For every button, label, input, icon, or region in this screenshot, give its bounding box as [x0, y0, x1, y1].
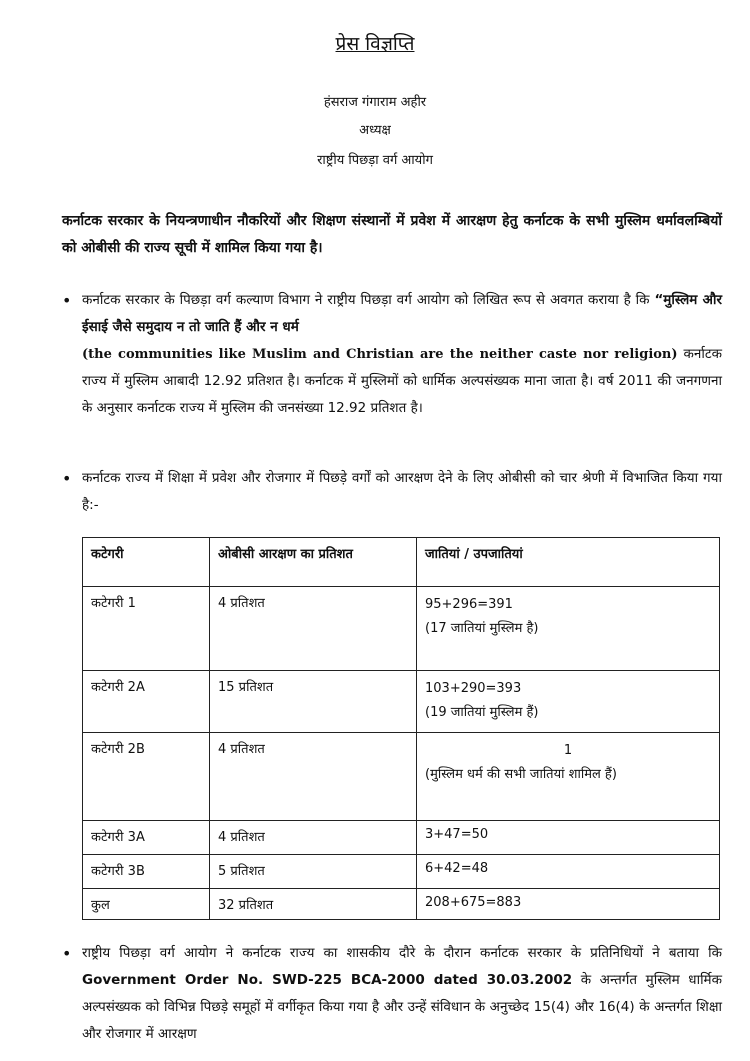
bullet-paragraph-1 — [62, 287, 722, 422]
table-cell-castes — [417, 671, 720, 733]
bullet-3-part1: राष्ट्रीय पिछड़ा वर्ग आयोग ने कर्नाटक राज्य का शासकीय दौरे के दौरान कर्नाटक सरकार के प्रतिनिधियों ने बताया कि — [82, 945, 722, 961]
table-cell-category: कटेगरी 2B — [83, 733, 210, 821]
bullet-1-part2: कर्नाटक राज्य में मुस्लिम आबादी 12.92 प्रतिशत है। कर्नाटक में मुस्लिमों को धार्मिक अल्पसंख्यक माना जाता है। वर्ष 2011 की जनगणना के अनुसार कर्नाटक राज्य में मुस्लिम की जनसंख्या 12.92 प्रतिशत है। — [82, 346, 722, 416]
table-row-total — [83, 889, 720, 920]
bullet-3-part2: के अन्तर्गत मुस्लिम धार्मिक अल्पसंख्यक को विभिन्न पिछड़े समूहों में वर्गीकृत किया गया है और उन्हें संविधान के अनुच्छेद 15(4) और 16(4) के अन्तर्गत शिक्षा और रोजगार में आरक्षण — [82, 972, 723, 1042]
castes-count: 103+290=393 — [425, 681, 522, 696]
bullet-icon: • — [62, 944, 72, 963]
table-cell-percent: 32 प्रतिशत — [210, 889, 417, 920]
castes-note: (17 जातियां मुस्लिम है) — [425, 621, 539, 636]
table-cell-castes — [417, 733, 720, 821]
table-row — [83, 671, 720, 733]
table-cell-category: कटेगरी 1 — [83, 587, 210, 671]
government-order-reference: Government Order No. SWD-225 BCA-2000 dated 30.03.2002 — [82, 972, 573, 988]
table-row — [83, 855, 720, 889]
table-cell-castes — [417, 587, 720, 671]
castes-count: 95+296=391 — [425, 597, 513, 612]
table-row — [83, 733, 720, 821]
bullet-1-quote: “मुस्लिम और ईसाई जैसे समुदाय न तो जाति हैं और न धर्म — [82, 292, 722, 335]
table-cell-percent: 4 प्रतिशत — [210, 733, 417, 821]
table-header-row — [83, 538, 720, 587]
bullet-paragraph-3 — [62, 940, 722, 1048]
bullet-1-part1: कर्नाटक सरकार के पिछड़ा वर्ग कल्याण विभाग ने राष्ट्रीय पिछड़ा वर्ग आयोग को लिखित रूप से अवगत कराया है कि — [82, 292, 655, 308]
table-cell-castes: 3+47=50 — [417, 821, 720, 855]
table-cell-percent: 15 प्रतिशत — [210, 671, 417, 733]
bullet-3-text — [82, 940, 722, 1048]
chairman-name: हंसराज गंगाराम अहीर — [323, 95, 427, 110]
table-cell-category: कटेगरी 3A — [83, 821, 210, 855]
bullet-paragraph-2 — [62, 465, 722, 519]
table-cell-category: कटेगरी 3B — [83, 855, 210, 889]
table-row — [83, 821, 720, 855]
bullet-icon: • — [62, 291, 72, 310]
obc-category-table — [82, 537, 720, 920]
table-row — [83, 587, 720, 671]
table-cell-castes: 6+42=48 — [417, 855, 720, 889]
table-header-category: कटेगरी — [83, 538, 210, 587]
castes-count: 1 — [563, 743, 573, 758]
table-cell-category: कटेगरी 2A — [83, 671, 210, 733]
press-release-title: प्रेस विज्ञप्ति — [335, 33, 415, 55]
lead-paragraph: कर्नाटक सरकार के नियन्त्रणाधीन नौकरियों और शिक्षण संस्थानों में प्रवेश में आरक्षण हेतु कर्नाटक के सभी मुस्लिम धर्मावलम्बियों को ओबीसी की राज्य सूची में शामिल किया गया है। — [62, 213, 722, 256]
commission-name: राष्ट्रीय पिछड़ा वर्ग आयोग — [317, 153, 433, 168]
table-cell-castes: 208+675=883 — [417, 889, 720, 920]
table-cell-category: कुल — [83, 889, 210, 920]
table-cell-percent: 5 प्रतिशत — [210, 855, 417, 889]
chairman-designation: अध्यक्ष — [359, 123, 391, 138]
table-header-castes: जातियां / उपजातियां — [417, 538, 720, 587]
bullet-icon: • — [62, 469, 72, 488]
bullet-1-text — [82, 287, 722, 422]
table-cell-percent: 4 प्रतिशत — [210, 821, 417, 855]
table-cell-percent: 4 प्रतिशत — [210, 587, 417, 671]
castes-note: (19 जातियां मुस्लिम हैं) — [425, 705, 539, 720]
table-header-percent: ओबीसी आरक्षण का प्रतिशत — [210, 538, 417, 587]
bullet-2-text: कर्नाटक राज्य में शिक्षा में प्रवेश और रोजगार में पिछड़े वर्गों को आरक्षण देने के लिए ओबीसी को चार श्रेणी में विभाजित किया गया है:- — [82, 470, 722, 513]
bullet-1-english: (the communities like Muslim and Christian are the neither caste nor religion) — [82, 347, 678, 362]
castes-note: (मुस्लिम धर्म की सभी जातियां शामिल हैं) — [425, 767, 617, 782]
